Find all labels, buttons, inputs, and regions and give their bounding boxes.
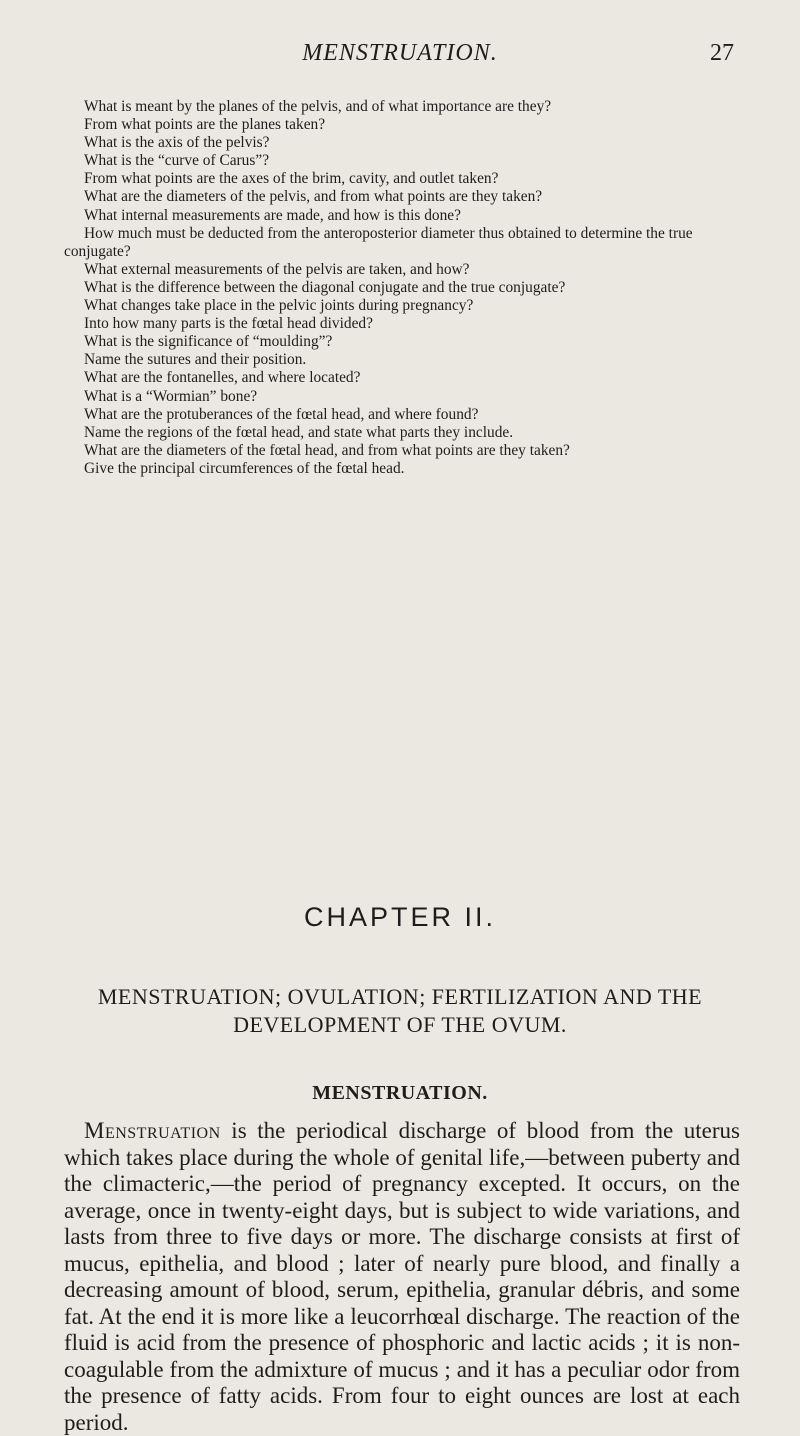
question-item: What is the “curve of Carus”? <box>84 152 270 170</box>
question-item: What is the difference between the diagonal conjugate and the true conjugate? <box>84 278 566 296</box>
question-item: Give the principal circumferences of the fœtal head. <box>84 459 405 477</box>
running-title: MENSTRUATION. <box>302 40 498 66</box>
question-item: What is the significance of “moulding”? <box>84 333 333 351</box>
chapter-heading: CHAPTER II. <box>303 902 497 932</box>
question-item: What are the fontanelles, and where located? <box>84 369 361 387</box>
question-item: From what points are the planes taken? <box>84 116 326 134</box>
question-item: What are the diameters of the fœtal head, and from what points are they taken? <box>84 441 570 459</box>
paragraph-lead-word: Menstruation <box>84 1118 221 1143</box>
question-item: Name the regions of the fœtal head, and state what parts they include. <box>84 423 514 441</box>
question-item: What is the axis of the pelvis? <box>84 134 270 152</box>
page-header <box>0 40 800 80</box>
question-item: What are the protuberances of the fœtal head, and where found? <box>84 405 479 423</box>
chapter-title: MENSTRUATION; OVULATION; FERTILIZATION AND THE DEVELOPMENT OF THE OVUM. <box>97 984 703 1037</box>
question-item: What is meant by the planes of the pelvis, and of what importance are they? <box>84 98 552 115</box>
question-item: What external measurements of the pelvis are taken, and how? <box>84 260 470 278</box>
question-item: What is a “Wormian” bone? <box>84 387 258 405</box>
question-item: What are the diameters of the pelvis, and from what points are they taken? <box>84 188 543 206</box>
page-number: 27 <box>710 40 734 66</box>
section-title: MENSTRUATION. <box>312 1082 488 1104</box>
question-item: From what points are the axes of the brim, cavity, and outlet taken? <box>84 170 499 188</box>
question-item: What internal measurements are made, and how is this done? <box>84 206 461 224</box>
body-paragraph <box>64 1118 740 1436</box>
paragraph-text: is the periodical discharge of blood from the uterus which takes place during the whole of genital life,—between puberty and the climacteric,—the period of pregnancy excepted. It occurs, on the average, once in twenty-eight days, but is subject to wide variations, and lasts from three to five days or more. The discharge consists at first of mucus, epithelia, and blood ; later of nearly pure blood, and finally a decreasing amount of blood, serum, epithelia, granular débris, and some fat. At the end it is more like a leucorrhœal discharge. The reaction of the fluid is acid from the presence of phosphoric and lactic acids ; it is non-coagulable from the admixture of mucus ; and it has a peculiar odor from the presence of fatty acids. From four to eight ounces are lost at each period. <box>64 1118 740 1435</box>
review-questions <box>64 98 740 478</box>
question-item: Name the sutures and their position. <box>84 351 307 369</box>
question-item: How much must be deducted from the anteroposterior diameter thus obtained to determine the true conjugate? <box>64 224 693 260</box>
question-item: What changes take place in the pelvic joints during pregnancy? <box>84 297 474 315</box>
question-item: Into how many parts is the fœtal head divided? <box>84 315 373 333</box>
